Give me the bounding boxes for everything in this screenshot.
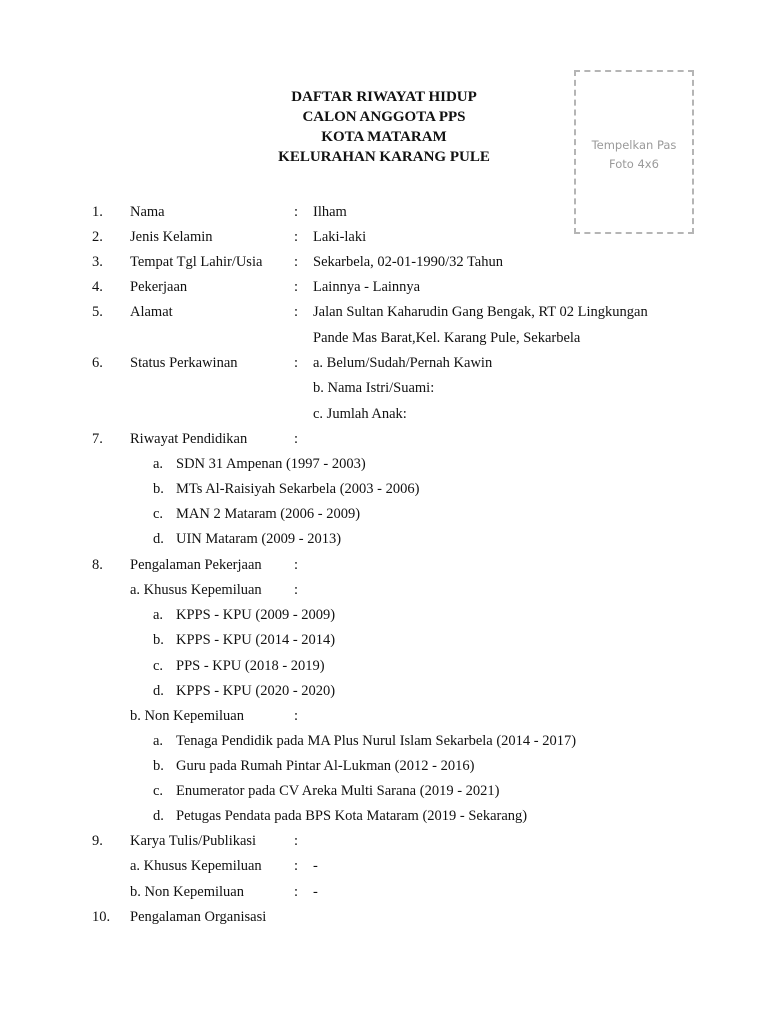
colon: :: [294, 884, 299, 900]
status-option-b: b. Nama Istri/Suami:: [313, 380, 435, 396]
item-number: 10.: [92, 909, 111, 925]
education-item: MTs Al-Raisiyah Sekarbela (2003 - 2006): [176, 481, 420, 497]
list-letter: b.: [153, 481, 164, 497]
colon: :: [294, 229, 299, 245]
subsection-non: b. Non Kepemiluan: [130, 884, 244, 900]
colon: :: [294, 708, 299, 724]
field-label-jenis-kelamin: Jenis Kelamin: [130, 229, 213, 245]
list-letter: a.: [153, 456, 164, 472]
experience-item: KPPS - KPU (2020 - 2020): [176, 683, 336, 699]
colon: :: [294, 304, 299, 320]
item-number: 2.: [92, 229, 103, 245]
section-label-pendidikan: Riwayat Pendidikan: [130, 431, 248, 447]
subsection-non: b. Non Kepemiluan: [130, 708, 244, 724]
doc-city: KOTA MATARAM: [321, 129, 447, 145]
karya-khusus-value: -: [313, 858, 318, 874]
field-label-ttl: Tempat Tgl Lahir/Usia: [130, 254, 263, 270]
education-item: MAN 2 Mataram (2006 - 2009): [176, 506, 361, 522]
education-item: SDN 31 Ampenan (1997 - 2003): [176, 456, 366, 472]
colon: :: [294, 355, 299, 371]
item-number: 1.: [92, 204, 103, 220]
karya-non-value: -: [313, 884, 318, 900]
list-letter: c.: [153, 783, 164, 799]
item-number: 7.: [92, 431, 103, 447]
status-option-c: c. Jumlah Anak:: [313, 406, 407, 422]
list-letter: b.: [153, 632, 164, 648]
list-letter: a.: [153, 607, 164, 623]
doc-subtitle: CALON ANGGOTA PPS: [302, 109, 466, 125]
experience-item: Tenaga Pendidik pada MA Plus Nurul Islam Sekarbela (2014 - 2017): [176, 733, 577, 749]
experience-item: PPS - KPU (2018 - 2019): [176, 658, 325, 674]
list-letter: c.: [153, 658, 164, 674]
subsection-khusus: a. Khusus Kepemiluan: [130, 582, 262, 598]
doc-kelurahan: KELURAHAN KARANG PULE: [278, 149, 490, 165]
section-label-organisasi: Pengalaman Organisasi: [130, 909, 267, 925]
experience-item: Guru pada Rumah Pintar Al-Lukman (2012 - 2016): [176, 758, 475, 774]
item-number: 9.: [92, 833, 103, 849]
colon: :: [294, 204, 299, 220]
list-letter: d.: [153, 808, 164, 824]
colon: :: [294, 833, 299, 849]
field-value-pekerjaan: Lainnya - Lainnya: [313, 279, 421, 295]
colon: :: [294, 279, 299, 295]
experience-item: KPPS - KPU (2009 - 2009): [176, 607, 336, 623]
education-item: UIN Mataram (2009 - 2013): [176, 531, 342, 547]
experience-item: Petugas Pendata pada BPS Kota Mataram (2019 - Sekarang): [176, 808, 528, 824]
field-value-nama: Ilham: [313, 204, 347, 220]
list-letter: d.: [153, 683, 164, 699]
doc-title: DAFTAR RIWAYAT HIDUP: [291, 89, 477, 105]
experience-item: Enumerator pada CV Areka Multi Sarana (2019 - 2021): [176, 783, 500, 799]
field-value-ttl: Sekarbela, 02-01-1990/32 Tahun: [313, 254, 503, 270]
colon: :: [294, 858, 299, 874]
list-letter: b.: [153, 758, 164, 774]
colon: :: [294, 254, 299, 270]
colon: :: [294, 431, 299, 447]
item-number: 8.: [92, 557, 103, 573]
experience-item: KPPS - KPU (2014 - 2014): [176, 632, 336, 648]
field-value-alamat-line1: Jalan Sultan Kaharudin Gang Bengak, RT 02 Lingkungan: [313, 304, 648, 320]
field-label-pekerjaan: Pekerjaan: [130, 279, 188, 295]
item-number: 5.: [92, 304, 103, 320]
subsection-khusus: a. Khusus Kepemiluan: [130, 858, 262, 874]
colon: :: [294, 557, 299, 573]
list-letter: c.: [153, 506, 164, 522]
status-option-a: a. Belum/Sudah/Pernah Kawin: [313, 355, 493, 371]
photo-placeholder-text: Tempelkan Pas Foto 4x6: [591, 138, 677, 171]
colon: :: [294, 582, 299, 598]
section-label-karya: Karya Tulis/Publikasi: [130, 833, 257, 849]
field-value-alamat-line2: Pande Mas Barat,Kel. Karang Pule, Sekarbela: [313, 330, 581, 346]
field-label-alamat: Alamat: [130, 304, 173, 320]
photo-placeholder: [574, 70, 694, 234]
item-number: 6.: [92, 355, 103, 371]
list-letter: a.: [153, 733, 164, 749]
field-label-status: Status Perkawinan: [130, 355, 238, 371]
list-letter: d.: [153, 531, 164, 547]
item-number: 3.: [92, 254, 103, 270]
field-value-jenis-kelamin: Laki-laki: [313, 229, 367, 245]
item-number: 4.: [92, 279, 103, 295]
field-label-nama: Nama: [130, 204, 165, 220]
section-label-pengalaman: Pengalaman Pekerjaan: [130, 557, 262, 573]
